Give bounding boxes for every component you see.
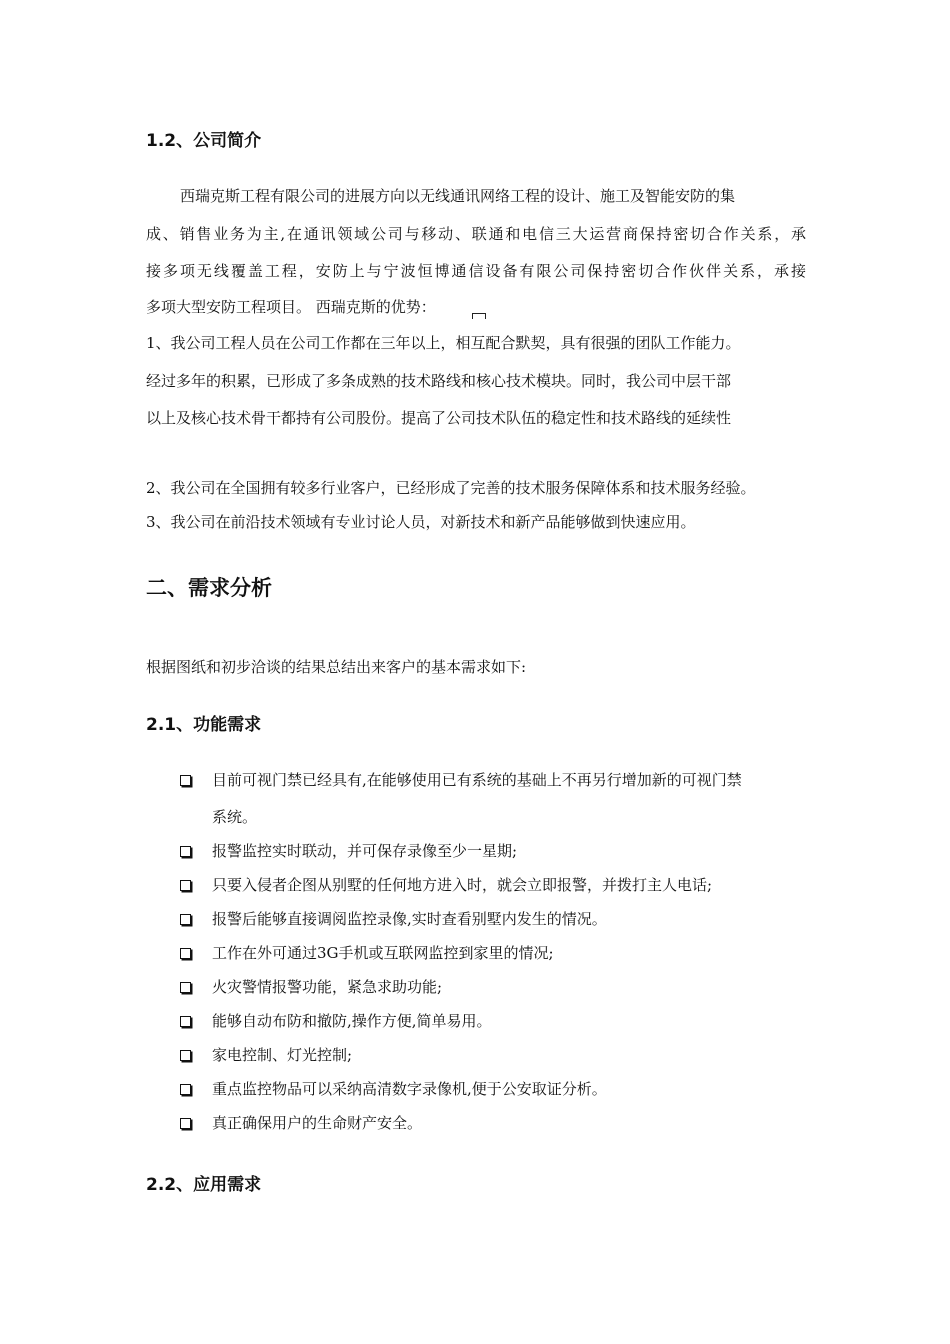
advantage-line: 以上及核心技术骨干都持有公司股份。提高了公司技术队伍的稳定性和技术路线的延续性 <box>146 409 732 427</box>
checkbox-bullet-icon <box>180 846 191 857</box>
list-item: 家电控制、灯光控制; <box>212 1046 353 1064</box>
paragraph-line: 西瑞克斯工程有限公司的进展方向以无线通讯网络工程的设计、施工及智能安防的集 <box>180 187 736 205</box>
advantage-line: 1、我公司工程人员在公司工作都在三年以上，相互配合默契，具有很强的团队工作能力。 <box>146 334 741 352</box>
list-item: 报警监控实时联动，并可保存录像至少一星期; <box>212 842 518 860</box>
checkbox-bullet-icon <box>180 1050 191 1061</box>
list-item: 报警后能够直接调阅监控录像,实时查看别墅内发生的情况。 <box>212 910 607 928</box>
advantage-line: 2、我公司在全国拥有较多行业客户，已经形成了完善的技术服务保障体系和技术服务经验。 <box>146 479 756 497</box>
list-item: 只要入侵者企图从别墅的任何地方进入时，就会立即报警，并拨打主人电话; <box>212 876 713 894</box>
list-item: 真正确保用户的生命财产安全。 <box>212 1114 423 1132</box>
section-2-heading: 二、需求分析 <box>146 576 272 600</box>
section-2-1-heading: 2.1、功能需求 <box>146 715 262 735</box>
section-2-intro: 根据图纸和初步洽谈的结果总结出来客户的基本需求如下: <box>146 658 527 676</box>
paragraph-line: 成、销售业务为主,在通讯领域公司与移动、联通和电信三大运营商保持密切合作关系，承 <box>146 225 806 243</box>
section-1-2-heading: 1.2、公司简介 <box>146 131 262 151</box>
list-item: 火灾警情报警功能，紧急求助功能; <box>212 978 443 996</box>
checkbox-bullet-icon <box>180 1016 191 1027</box>
checkbox-bullet-icon <box>180 914 191 925</box>
list-item: 重点监控物品可以采纳高清数字录像机,便于公安取证分析。 <box>212 1080 607 1098</box>
checkbox-bullet-icon <box>180 1084 191 1095</box>
checkbox-bullet-icon <box>180 982 191 993</box>
list-item: 能够自动布防和撤防,操作方便,简单易用。 <box>212 1012 492 1030</box>
list-item: 目前可视门禁已经具有,在能够使用已有系统的基础上不再另行增加新的可视门禁 <box>212 771 742 789</box>
section-2-2-heading: 2.2、应用需求 <box>146 1175 262 1195</box>
checkbox-bullet-icon <box>180 948 191 959</box>
checkbox-bullet-icon <box>180 1118 191 1129</box>
checkbox-bullet-icon <box>180 775 191 786</box>
advantage-line: 经过多年的积累，已形成了多条成熟的技术路线和核心技术模块。同时，我公司中层干部 <box>146 372 732 390</box>
checkbox-bullet-icon <box>180 880 191 891</box>
paragraph-line: 接多项无线覆盖工程，安防上与宁波恒博通信设备有限公司保持密切合作伙伴关系，承接 <box>146 262 806 280</box>
text-cursor-mark <box>472 313 486 319</box>
advantage-line: 3、我公司在前沿技术领域有专业讨论人员，对新技术和新产品能够做到快速应用。 <box>146 513 696 531</box>
list-item-continuation: 系统。 <box>212 808 258 826</box>
list-item: 工作在外可通过3G手机或互联网监控到家里的情况; <box>212 944 554 962</box>
paragraph-line: 多项大型安防工程项目。 西瑞克斯的优势： <box>146 298 436 316</box>
